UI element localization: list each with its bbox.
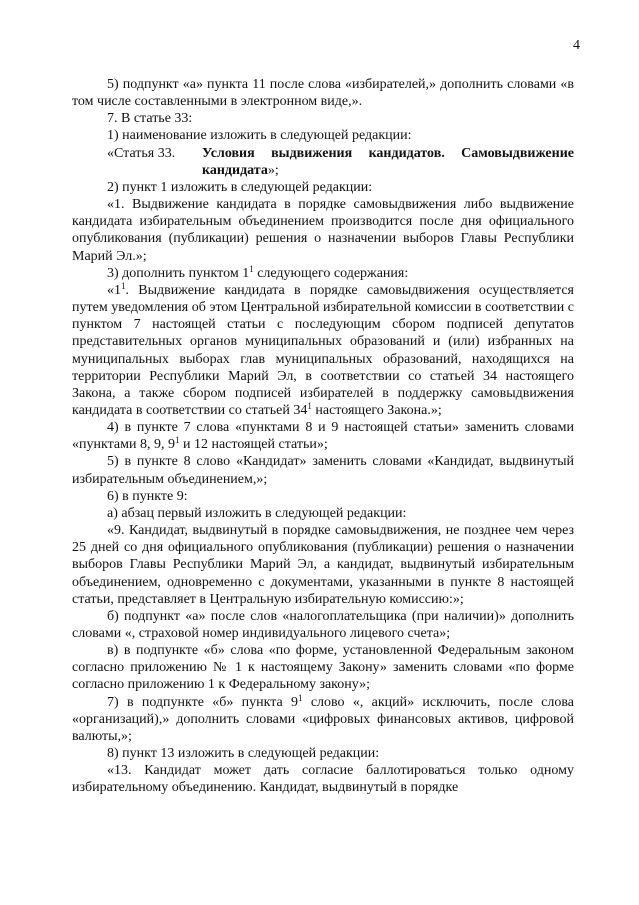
paragraph: б) подпункт «а» после слов «налогоплательщика (при наличии)» дополнить словами «, страховой номер индивидуального лицевого счета»;	[72, 608, 574, 641]
paragraph	[72, 265, 574, 282]
article-heading-text: Условия выдвижения кандидатов. Самовыдвижение кандидата	[202, 145, 574, 178]
paragraph: 7. В статье 33:	[107, 111, 193, 127]
paragraph	[72, 419, 574, 453]
paragraph: в) в подпункте «б» слова «по форме, установленной Федеральным законом согласно приложению № 1 к настоящему Закону» заменить словами «по форме согласно приложению 1 к Федеральному закону»;	[72, 643, 574, 693]
paragraph: 6) в пункте 9:	[107, 488, 188, 504]
paragraph: 2) пункт 1 изложить в следующей редакции:	[107, 179, 373, 195]
article-title	[72, 145, 574, 179]
document-body	[72, 76, 574, 797]
text-segment: . Выдвижение кандидата в порядке самовыдвижения осуществляется путем уведомления об этом Центральной избирательной комиссии в соответствии с пунктом 7 настоящей статьи с последующим сбором подписей депутатов представительных органов муниципальных образований и (или) избранных на муниципальных выборах глав муниципальных образований, находящихся на территории Республики Марий Эл, в соответствии со статьей 34 настоящего Закона, а также сбором подписей избирателей в поддержку самовыдвижения кандидата в соответствии со статьей 34	[72, 282, 574, 418]
superscript: 1	[174, 435, 180, 446]
paragraph: 1) наименование изложить в следующей редакции:	[107, 128, 412, 144]
paragraph: «1. Выдвижение кандидата в порядке самовыдвижения либо выдвижение кандидата избирательным объединением производится после дня официального опубликования (публикации) решения о назначении выборов Главы Республики Марий Эл.»;	[72, 197, 574, 264]
paragraph	[72, 282, 574, 419]
article-heading	[202, 145, 574, 179]
superscript: 1	[121, 280, 126, 291]
paragraph: а) абзац первый изложить в следующей редакции:	[107, 505, 407, 521]
article-label: «Статья 33.	[107, 145, 176, 161]
paragraph: 5) в пункте 8 слово «Кандидат» заменить словами «Кандидат, выдвинутый избирательным объединением,»;	[72, 454, 574, 487]
paragraph: 5) подпункт «а» пункта 11 после слова «избирателей,» дополнить словами «в том числе составленными в электронном виде,».	[72, 77, 574, 110]
text-segment: следующего содержания:	[253, 265, 409, 281]
superscript: 1	[249, 263, 254, 274]
text-segment: слово «, акций» исключить, после слова «организаций),» дополнить словами «цифровых финансовых активов, цифровой валюты,»;	[72, 694, 574, 744]
text-segment: настоящего Закона.»;	[311, 402, 442, 418]
page-number: 4	[573, 38, 580, 53]
text-segment: 4) в пункте 7 слова «пунктами 8 и 9 настоящей статьи» заменить словами «пунктами 8, 9, 9	[72, 420, 574, 453]
text-segment: 3) дополнить пунктом 1	[107, 265, 250, 281]
superscript: 1	[298, 692, 303, 703]
paragraph	[72, 694, 574, 745]
text-segment: 7) в подпункте «б» пункта 9	[107, 694, 299, 710]
article-heading-tail: »;	[267, 162, 279, 178]
superscript: 1	[307, 400, 312, 411]
text-segment: и 12 настоящей статьи»;	[179, 437, 328, 453]
paragraph: 8) пункт 13 изложить в следующей редакции:	[107, 746, 380, 762]
text-segment: «1	[107, 282, 121, 298]
paragraph: «9. Кандидат, выдвинутый в порядке самовыдвижения, не позднее чем через 25 дней со дня официального опубликования (публикации) решения о назначении выборов Главы Республики Марий Эл, а кандидат, выдвинутый избирательным объединением, одновременно с документами, указанными в пункте 8 настоящей статьи, представляет в Центральную избирательную комиссию:»;	[72, 523, 574, 607]
paragraph: «13. Кандидат может дать согласие баллотироваться только одному избирательному объединению. Кандидат, выдвинутый в порядке	[72, 763, 574, 796]
